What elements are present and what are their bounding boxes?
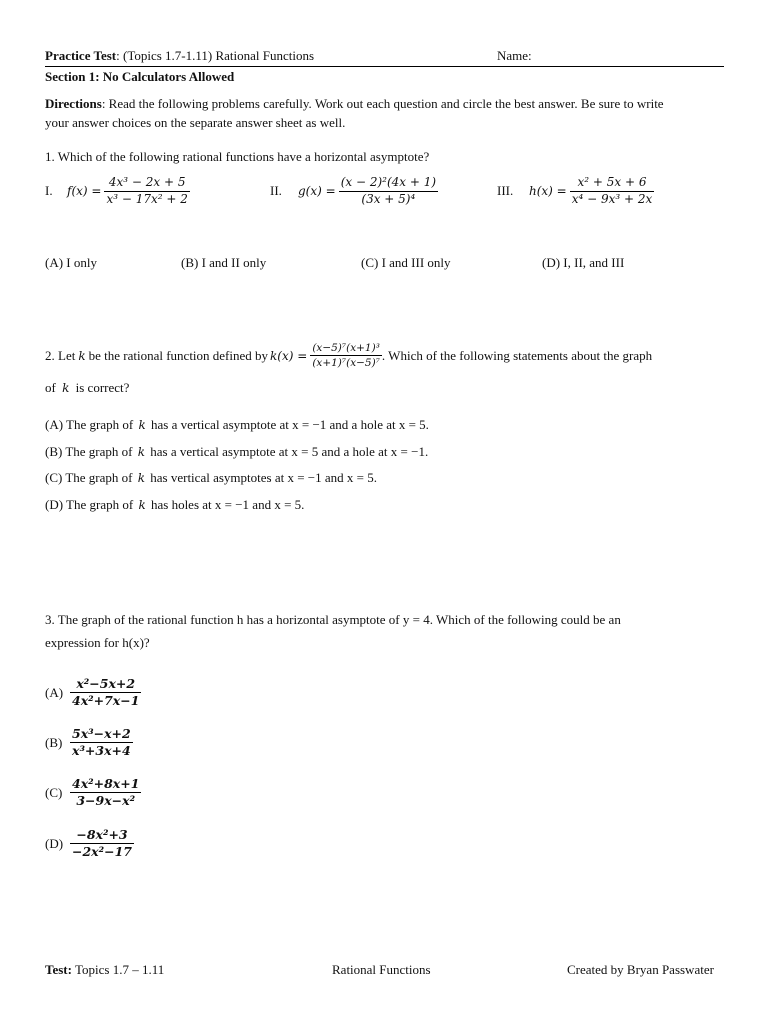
question-2-line2 [45,380,129,396]
q1-fraction-1 [104,176,189,207]
q3-d-den: −2x²−17 [72,844,132,860]
q2-den: (x+1)⁷(x−5)⁷ [312,357,380,370]
q2-k-2: k [62,381,70,395]
q2-choice-a-k: k [138,418,146,432]
q1-num-1: 4x³ − 2x + 5 [108,175,186,189]
footer-left-bold: Test: [45,962,72,977]
name-label: Name: [497,48,532,63]
question-3-line2: expression for h(x)? [45,635,150,650]
q2-choice-c-k: k [137,471,146,485]
directions-line1: : Read the following problems carefully. Work out each question and circle the best answer. Be sure to write [101,96,664,111]
q1-fraction-3 [570,176,655,207]
q3-choice-c[interactable] [45,777,141,809]
q1-num-2: (x − 2)²(4x + 1) [340,175,437,189]
q3-d-num: −8x²+3 [76,827,128,842]
q3-choice-d-fraction [70,828,134,860]
q1-item-3 [497,176,654,207]
q1-item-1 [45,176,190,207]
q2-choice-d[interactable] [45,497,304,513]
q3-choice-d[interactable] [45,828,134,860]
title-rest: : (Topics 1.7-1.11) Rational Functions [116,48,315,63]
q2-choice-d-rest: has holes at x = −1 and x = 5. [147,497,305,512]
q3-choice-a-fraction [70,677,141,709]
q2-num: (x−5)⁷(x+1)³ [312,342,380,354]
q2-fraction [310,342,382,369]
q3-choice-c-fraction [70,777,141,809]
q2-pre: 2. Let [45,347,76,363]
section-heading: Section 1: No Calculators Allowed [45,69,235,84]
q1-den-3: x⁴ − 9x³ + 2x [571,191,653,206]
q2-choice-c[interactable] [45,470,377,486]
q3-choice-a-label: (A) [45,684,64,700]
q3-choice-a[interactable] [45,677,141,709]
directions-line2: your answer choices on the separate answer sheet as well. [45,115,346,130]
q1-lhs-2: g(x) = [298,184,336,199]
q2-choice-d-k: k [138,498,146,512]
question-2-text [45,342,652,369]
question-3-line1: 3. The graph of the rational function h has a horizontal asymptote of y = 4. Which of the following could be an [45,612,621,627]
q1-choice-b[interactable]: (B) I and II only [181,255,267,270]
test-title [45,48,314,64]
q3-a-den: 4x²+7x−1 [72,693,140,709]
q1-lhs-1: f(x) = [67,184,102,199]
q1-roman-3: III. [497,183,514,199]
q2-choice-b-rest: has a vertical asymptote at x = 5 and a hole at x = −1. [147,444,429,459]
q3-b-num: 5x³−x+2 [72,726,131,741]
footer-left [45,962,164,978]
q3-c-den: 3−9x−x² [76,793,136,809]
q2-choice-b-label: (B) The graph of [45,444,136,459]
q3-c-num: 4x²+8x+1 [72,776,140,791]
q2-line2-post: is correct? [72,380,130,395]
q1-item-2 [270,176,438,207]
footer-right: Created by Bryan Passwater [567,962,714,977]
q1-num-3: x² + 5x + 6 [577,175,647,189]
q1-choice-a[interactable]: (A) I only [45,255,97,270]
directions-label: Directions [45,96,102,111]
q2-line2-pre: of [45,380,60,395]
title-bold: Practice Test [45,48,117,63]
header-rule [45,66,724,67]
q2-lhs: k(x) = [270,348,308,363]
q1-den-2: (3x + 5)⁴ [361,191,416,206]
q2-choice-a-rest: has a vertical asymptote at x = −1 and a hole at x = 5. [147,417,429,432]
q2-post: . Which of the following statements about the graph [381,347,653,363]
q3-choice-d-label: (D) [45,835,64,851]
q1-lhs-3: h(x) = [529,184,567,199]
q1-fraction-2 [339,176,438,207]
q3-choice-b[interactable] [45,727,133,759]
directions [45,96,735,131]
q2-mid: be the rational function defined by [88,347,269,363]
q1-choice-d[interactable]: (D) I, II, and III [542,255,625,270]
q2-choice-a-label: (A) The graph of [45,417,137,432]
q3-a-num: x²−5x+2 [76,676,136,691]
q2-choice-b-k: k [137,445,146,459]
q1-den-1: x³ − 17x² + 2 [106,191,188,206]
q2-choice-a[interactable] [45,417,429,433]
q2-choice-c-label: (C) The graph of [45,470,136,485]
q1-choice-c[interactable]: (C) I and III only [361,255,451,270]
question-1-text: 1. Which of the following rational functions have a horizontal asymptote? [45,149,430,164]
q2-choice-b[interactable] [45,444,428,460]
footer-left-rest: Topics 1.7 – 1.11 [71,962,165,977]
fraction-bar [310,355,382,356]
q3-choice-b-fraction [70,727,133,759]
q2-choice-c-rest: has vertical asymptotes at x = −1 and x = 5. [147,470,377,485]
footer-center: Rational Functions [332,962,431,977]
q3-choice-c-label: (C) [45,784,63,800]
q2-k: k [78,348,86,363]
q1-roman-1: I. [45,183,53,199]
q3-choice-b-label: (B) [45,734,63,750]
q3-b-den: x³+3x+4 [72,743,131,759]
q2-choice-d-label: (D) The graph of [45,497,137,512]
q1-roman-2: II. [270,183,282,199]
